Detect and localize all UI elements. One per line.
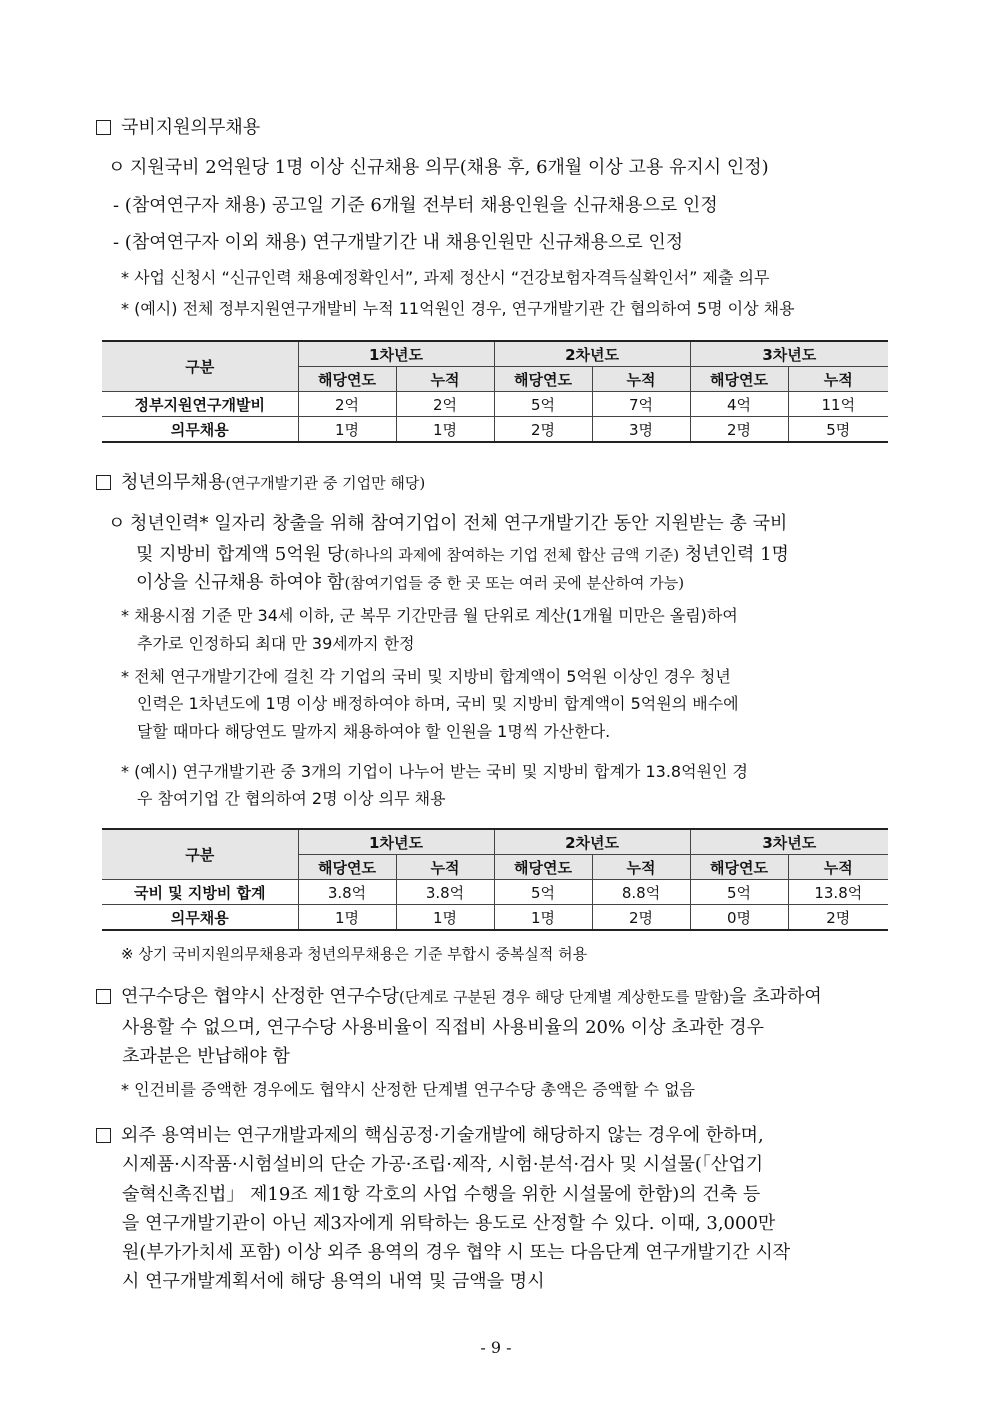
checkbox-square-icon <box>96 989 111 1004</box>
bullet-item <box>108 156 769 180</box>
section-heading <box>96 985 822 1009</box>
dash-item: - (참여연구자 이외 채용) 연구개발기간 내 채용인원만 신규채용으로 인정 <box>113 232 684 253</box>
table-cell: 11억 <box>788 392 888 417</box>
text-small: (하나의 과제에 참여하는 기업 전체 합산 금액 기준) <box>344 546 680 564</box>
circle-bullet-icon: ㅇ <box>108 157 126 178</box>
year-header: 1차년도 <box>298 829 494 855</box>
sub-header: 누적 <box>396 855 494 880</box>
text: 외주 용역비는 연구개발과제의 핵심공정·기술개발에 해당하지 않는 경우에 한하며, <box>121 1125 764 1146</box>
year-header: 3차년도 <box>690 829 888 855</box>
sub-header: 해당연도 <box>494 855 592 880</box>
table-cell: 1명 <box>396 905 494 931</box>
row-label: 정부지원연구개발비 <box>102 392 298 417</box>
checkbox-square-icon <box>96 475 111 490</box>
table-row <box>102 905 888 931</box>
table-cell: 3명 <box>592 417 690 443</box>
table-cell: 1명 <box>396 417 494 443</box>
section-title-note: (연구개발기관 중 기업만 해당) <box>225 474 426 492</box>
table-cell: 2명 <box>788 905 888 931</box>
paragraph-line: 원(부가가치세 포함) 이상 외주 용역의 경우 협약 시 또는 다음단계 연구개발기간 시작 <box>122 1242 791 1263</box>
sub-header: 누적 <box>396 367 494 392</box>
section-heading <box>96 1124 764 1148</box>
text: 청년인력 1명 <box>679 544 789 565</box>
sub-header: 해당연도 <box>690 855 788 880</box>
bullet-text: 청년인력* 일자리 창출을 위해 참여기업이 전체 연구개발기간 동안 지원받는 총 국비 <box>130 513 788 534</box>
text: 이상을 신규채용 하여야 함 <box>136 572 345 593</box>
bullet-text: 지원국비 2억원당 1명 이상 신규채용 의무(채용 후, 6개월 이상 고용 유지시 인정) <box>130 157 769 178</box>
bullet-text-line <box>136 543 789 567</box>
text: 및 지방비 합계액 5억원 당 <box>136 544 345 565</box>
table-cell: 2명 <box>690 417 788 443</box>
sub-header: 해당연도 <box>298 367 396 392</box>
table-cell: 7억 <box>592 392 690 417</box>
table-row <box>102 392 888 417</box>
note-item: * 채용시점 기준 만 34세 이하, 군 복무 기간만큼 월 단위로 계산(1개월 미만은 올림)하여 <box>121 606 738 625</box>
text: 을 초과하여 <box>729 986 822 1007</box>
year-header: 2차년도 <box>494 341 690 367</box>
table-cell: 2명 <box>592 905 690 931</box>
paragraph-line: 초과분은 반납해야 함 <box>122 1046 290 1067</box>
table-cell: 5억 <box>494 392 592 417</box>
paragraph-line: 술혁신촉진법」 제19조 제1항 각호의 사업 수행을 위한 시설물에 한함)의 건축 등 <box>122 1184 761 1205</box>
text: 연구수당은 협약시 산정한 연구수당 <box>121 986 399 1007</box>
table-corner-header: 구분 <box>102 341 298 392</box>
year-header: 2차년도 <box>494 829 690 855</box>
table-row <box>102 417 888 443</box>
section-title: 청년의무채용 <box>121 472 226 493</box>
note-item: * (예시) 연구개발기관 중 3개의 기업이 나누어 받는 국비 및 지방비 합계가 13.8억원인 경 <box>121 762 748 781</box>
table-cell: 1명 <box>298 417 396 443</box>
text-small: (단계로 구분된 경우 해당 단계별 계상한도를 말함) <box>398 988 730 1006</box>
year-header: 3차년도 <box>690 341 888 367</box>
table-cell: 8.8억 <box>592 880 690 905</box>
page-number: - 9 - <box>480 1338 512 1357</box>
table-cell: 13.8억 <box>788 880 888 905</box>
row-label: 의무채용 <box>102 905 298 931</box>
sub-header: 누적 <box>788 367 888 392</box>
table-cell: 0명 <box>690 905 788 931</box>
table-cell: 3.8억 <box>396 880 494 905</box>
paragraph-line: 시 연구개발계획서에 해당 용역의 내역 및 금액을 명시 <box>122 1271 545 1292</box>
remark-note: ※ 상기 국비지원의무채용과 청년의무채용은 기준 부합시 중복실적 허용 <box>121 945 588 963</box>
paragraph-line: 시제품·시작품·시험설비의 단순 가공·조립·제작, 시험·분석·검사 및 시설물(「산업기 <box>122 1154 764 1175</box>
sub-header: 해당연도 <box>690 367 788 392</box>
circle-bullet-icon: ㅇ <box>108 513 126 534</box>
sub-header: 누적 <box>788 855 888 880</box>
section-title: 국비지원의무채용 <box>121 117 261 138</box>
dash-item: - (참여연구자 채용) 공고일 기준 6개월 전부터 채용인원을 신규채용으로 인정 <box>113 195 718 216</box>
checkbox-square-icon <box>96 120 111 135</box>
row-label: 국비 및 지방비 합계 <box>102 880 298 905</box>
note-item: 달할 때마다 해당연도 말까지 채용하여야 할 인원을 1명씩 가산한다. <box>137 722 611 741</box>
table-cell: 2억 <box>298 392 396 417</box>
table-cell: 1명 <box>494 905 592 931</box>
note-item: * (예시) 전체 정부지원연구개발비 누적 11억원인 경우, 연구개발기관 간 협의하여 5명 이상 채용 <box>121 299 795 318</box>
sub-header: 해당연도 <box>298 855 396 880</box>
section-heading <box>96 116 260 140</box>
table-cell: 5억 <box>494 880 592 905</box>
table-row <box>102 880 888 905</box>
section-heading <box>96 471 425 495</box>
obligation-table-1 <box>102 340 888 443</box>
row-label: 의무채용 <box>102 417 298 443</box>
sub-header: 해당연도 <box>494 367 592 392</box>
note-item: 인력은 1차년도에 1명 이상 배정하여야 하며, 국비 및 지방비 합계액이 5억원의 배수에 <box>137 694 739 713</box>
bullet-text-line <box>136 571 684 595</box>
table-cell: 2억 <box>396 392 494 417</box>
table-cell: 1명 <box>298 905 396 931</box>
sub-header: 누적 <box>592 855 690 880</box>
note-item: 우 참여기업 간 협의하여 2명 이상 의무 채용 <box>137 789 446 808</box>
sub-header: 누적 <box>592 367 690 392</box>
table-cell: 2명 <box>494 417 592 443</box>
table-corner-header: 구분 <box>102 829 298 880</box>
paragraph-line: 사용할 수 없으며, 연구수당 사용비율이 직접비 사용비율의 20% 이상 초과한 경우 <box>122 1017 764 1038</box>
note-item: * 사업 신청시 “신규인력 채용예정확인서”, 과제 정산시 “건강보험자격득실확인서” 제출 의무 <box>121 268 770 287</box>
table-cell: 5억 <box>690 880 788 905</box>
bullet-item <box>108 512 787 536</box>
obligation-table-2 <box>102 828 888 931</box>
paragraph-line: 을 연구개발기관이 아닌 제3자에게 위탁하는 용도로 산정할 수 있다. 이때, 3,000만 <box>122 1213 776 1234</box>
table-cell: 3.8억 <box>298 880 396 905</box>
text-small: (참여기업들 중 한 곳 또는 여러 곳에 분산하여 가능) <box>344 574 685 592</box>
checkbox-square-icon <box>96 1128 111 1143</box>
note-item: * 전체 연구개발기간에 걸친 각 기업의 국비 및 지방비 합계액이 5억원 이상인 경우 청년 <box>121 667 731 686</box>
table-cell: 5명 <box>788 417 888 443</box>
note-item: * 인건비를 증액한 경우에도 협약시 산정한 단계별 연구수당 총액은 증액할 수 없음 <box>121 1080 695 1099</box>
year-header: 1차년도 <box>298 341 494 367</box>
note-item: 추가로 인정하되 최대 만 39세까지 한정 <box>137 634 415 653</box>
table-cell: 4억 <box>690 392 788 417</box>
